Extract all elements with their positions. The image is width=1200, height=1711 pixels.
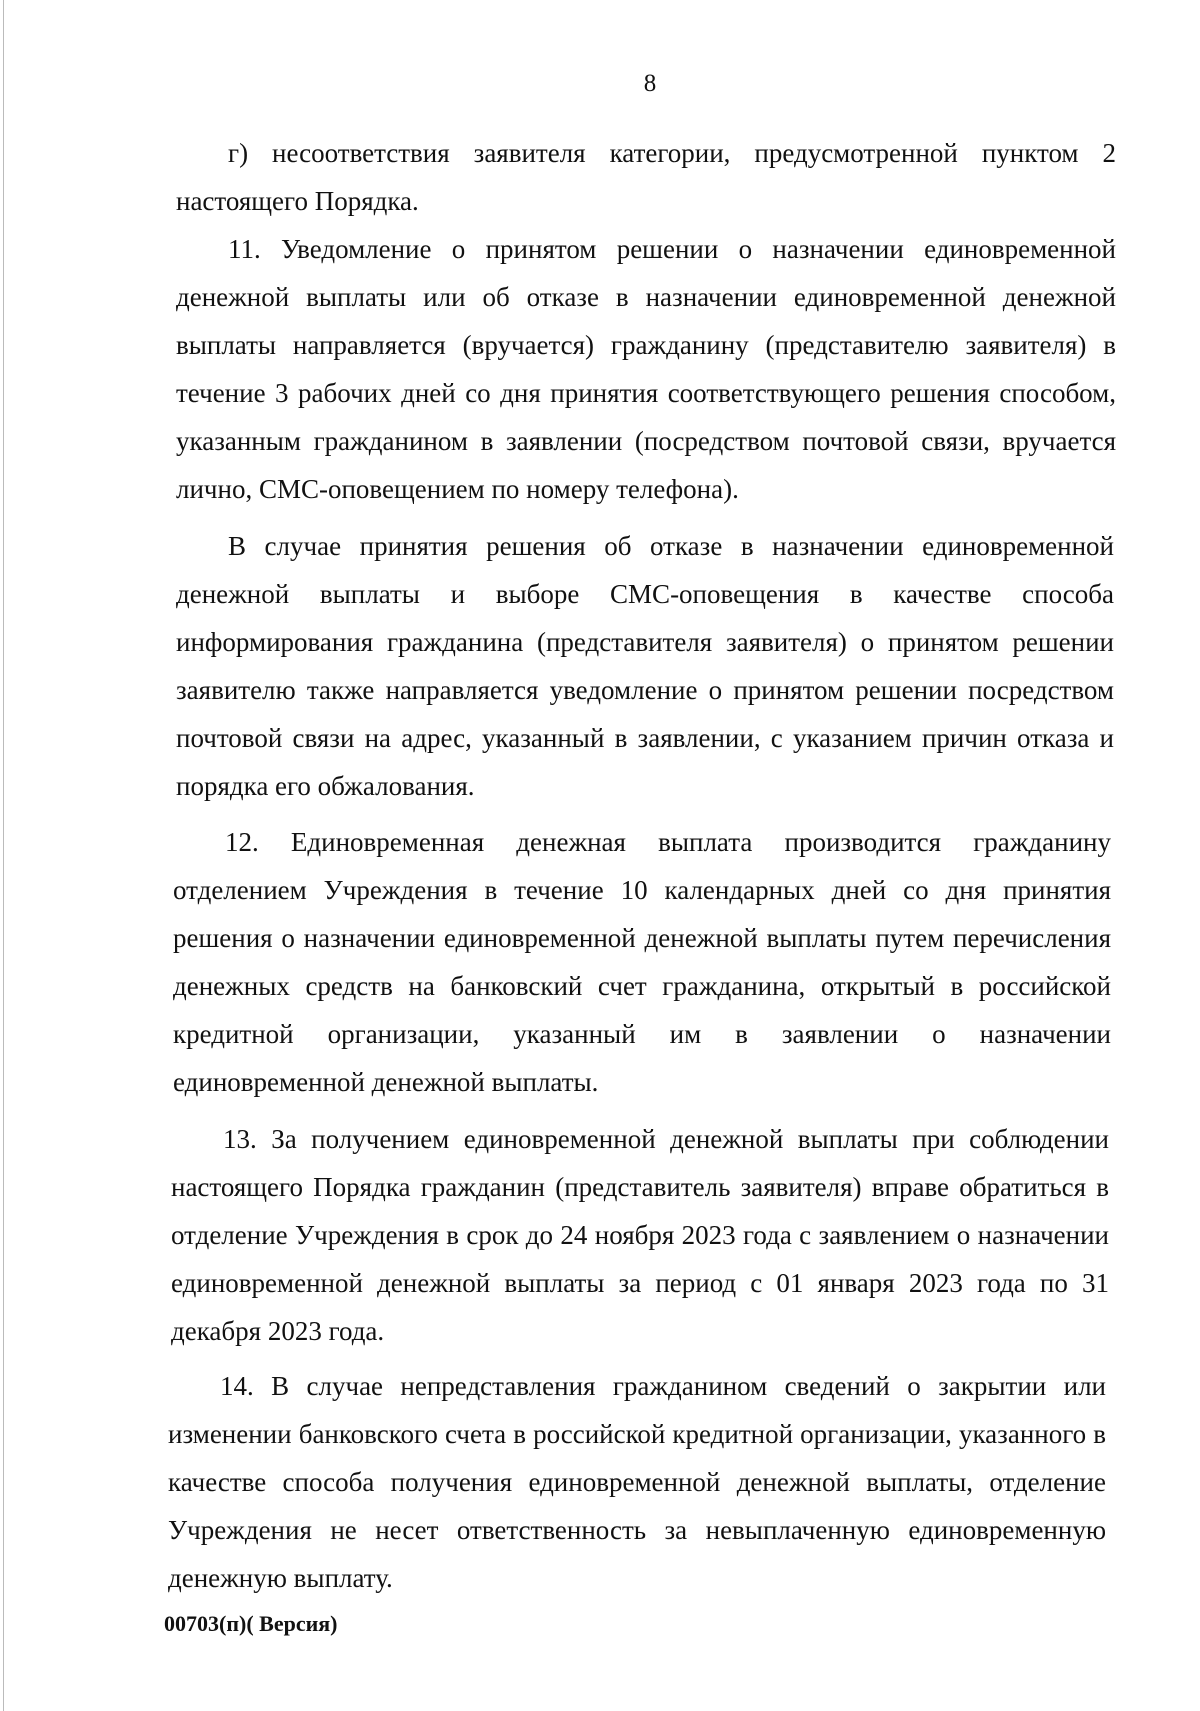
paragraph-11-refusal: В случае принятия решения об отказе в назначении единовременной денежной выплаты и выборе СМС-оповещения в качестве способа информирования гражданина (представителя заявителя) о принятом решении заявителю также направляется уведомление о принятом решении посредством почтовой связи на адрес, указанный в заявлении, с указанием причин отказа и порядка его обжалования. <box>176 531 1114 801</box>
paragraph-12: 12. Единовременная денежная выплата производится гражданину отделением Учреждения в течение 10 календарных дней со дня принятия решения о назначении единовременной денежной выплаты путем перечисления денежных средств на банковский счет гражданина, открытый в российской кредитной организации, указанный им в заявлении о назначении единовременной денежной выплаты. <box>173 827 1111 1097</box>
paragraph-item-g: г) несоответствия заявителя категории, предусмотренной пунктом 2 настоящего Порядка. <box>176 138 1116 216</box>
scan-edge-line <box>3 0 4 1711</box>
paragraph-14: 14. В случае непредставления гражданином сведений о закрытии или изменении банковского счета в российской кредитной организации, указанного в качестве способа получения единовременной денежной выплаты, отделение Учреждения не несет ответственность за невыплаченную единовременную денежную выплату. <box>168 1371 1106 1593</box>
document-code: 00703(п)( Версия) <box>164 1611 338 1636</box>
paragraph-11: 11. Уведомление о принятом решении о назначении единовременной денежной выплаты или об отказе в назначении единовременной денежной выплаты направляется (вручается) гражданину (представителю заявителя) в течение 3 рабочих дней со дня принятия соответствующего решения способом, указанным гражданином в заявлении (посредством почтовой связи, вручается лично, СМС-оповещением по номеру телефона). <box>176 234 1116 504</box>
paragraph-13: 13. За получением единовременной денежной выплаты при соблюдении настоящего Порядка гражданин (представитель заявителя) вправе обратиться в отделение Учреждения в срок до 24 ноября 2023 года с заявлением о назначении единовременной денежной выплаты за период с 01 января 2023 года по 31 декабря 2023 года. <box>171 1124 1109 1346</box>
page-number: 8 <box>643 70 657 97</box>
